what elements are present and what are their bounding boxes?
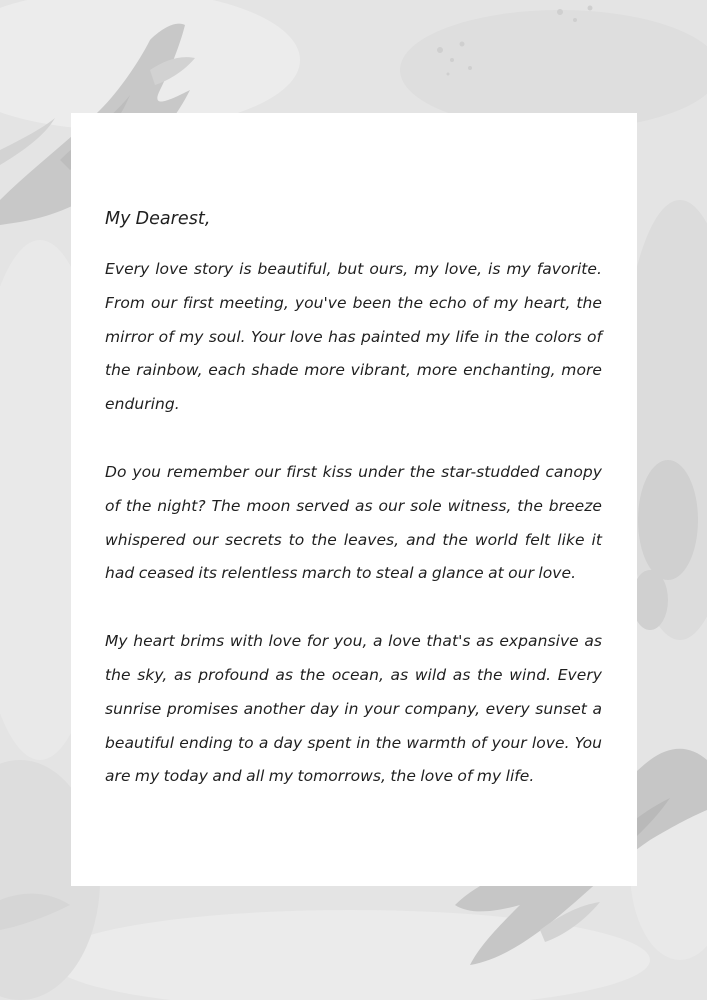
letter-paragraph-1: Every love story is beautiful, but ours, my love, is my favorite. From our first meeting, you've been the echo of my heart, the mirror of my soul. Your love has painted my life in the colors of the rainbow, each shade more vibrant, more enchanting, more enduring. [105, 260, 602, 414]
letter-body [105, 205, 602, 828]
letter-paragraph-2: Do you remember our first kiss under the star-studded canopy of the night? The moon served as our sole witness, the breeze whispered our secrets to the leaves, and the world felt like it had ceased its relentless march to steal a glance at our love. [105, 462, 602, 583]
letter-greeting: My Dearest, [105, 209, 211, 229]
letter-paper [71, 113, 637, 886]
letter-paragraph-3: My heart brims with love for you, a love that's as expansive as the sky, as profound as the ocean, as wild as the wind. Every sunrise promises another day in your company, every sunset a beautiful ending to a day spent in the warmth of your love. You are my today and all my tomorrows, the love of my life. [105, 632, 602, 786]
